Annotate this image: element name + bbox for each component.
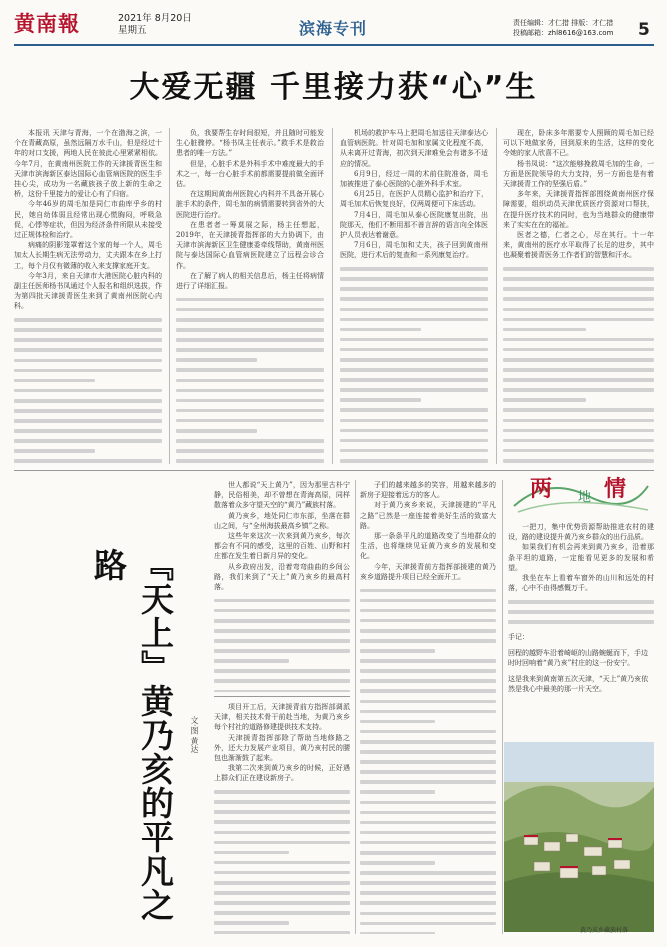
- email-line: 投稿邮箱：zhl8616@163.com: [513, 29, 614, 37]
- text-line: [176, 449, 324, 453]
- text-line: [360, 740, 496, 744]
- text-line: [503, 429, 654, 433]
- paragraph: 机场的救护车马上把周毛加送往天津泰达心血管病医院。针对周毛加和家属文化程度不高，从未离开过青海，初次到天津难免会有诸多不适应的情况。: [340, 129, 488, 168]
- issue-date: [118, 13, 192, 37]
- text-line: [14, 399, 162, 403]
- article1-headline: 大爱无疆 千里接力获“心”生: [129, 70, 538, 105]
- paragraph: 天津援青指挥部除了帮助当地修路之外，还大力发展产业项目，黄乃亥村民的腰包也渐渐鼓了起来。: [214, 733, 350, 763]
- editor-credits: [513, 18, 631, 38]
- paragraph: 一把刀，集中优势资源帮助推进农村的建设，路的建设提升黄乃亥乡群众的出行品质。: [508, 523, 654, 542]
- text-line: [214, 649, 350, 653]
- text-line: [503, 318, 654, 322]
- text-line: [214, 609, 350, 613]
- text-line: [360, 679, 496, 683]
- body-text-lines: [176, 298, 324, 464]
- text-line: [176, 409, 324, 413]
- text-line: [360, 770, 496, 774]
- text-line: [176, 328, 324, 332]
- text-line: [360, 720, 435, 724]
- text-line: [503, 368, 654, 372]
- date-text: 2021年 8月20日: [118, 13, 192, 24]
- text-line: [360, 599, 496, 603]
- text-line: [214, 800, 350, 804]
- text-line: [14, 348, 162, 352]
- text-line: [503, 398, 586, 402]
- text-line: [340, 267, 488, 271]
- text-line: [360, 790, 435, 794]
- text-line: [360, 912, 496, 916]
- text-line: [503, 459, 654, 463]
- text-line: [214, 690, 350, 692]
- text-line: [360, 710, 496, 714]
- paragraph: 今年3月，来自天津市大港医院心脏内科的副主任医师杨书凤通过个人报名和组织选拔，作为第四批天津援青医生来到了黄南州医院心内科。: [14, 271, 162, 311]
- paragraph: 那一条条平凡的道路改变了当地群众的生活，也将继续见证黄乃亥乡的发展和变化。: [360, 532, 496, 561]
- text-line: [503, 388, 654, 392]
- text-line: [360, 730, 496, 734]
- paragraph: 这些年来这次一次来到黄乃亥乡，每次都会有不同的感受，这里的百姓、山野和村庄都在发生着日新月异的变化。: [214, 532, 350, 561]
- paragraph: 病痛的阴影笼罩着这个家的每一个人，周毛加太人长期生病无法劳动力，丈夫跟本在乡上打工，每个月仅有微薄的收入来支撑家庭开支。: [14, 241, 162, 270]
- article1-column-4: [503, 128, 654, 464]
- text-line: [214, 790, 350, 794]
- text-line: [360, 669, 496, 673]
- column-divider: [355, 480, 356, 934]
- notes-paragraph: 这是我来到黄南第五次天津，“天上”黄乃亥依然是我心中最美的那一片天空。: [508, 674, 649, 693]
- text-line: [176, 308, 324, 312]
- text-line: [360, 589, 496, 593]
- text-line: [340, 429, 488, 433]
- body-text-lines: [360, 589, 496, 934]
- text-line: [340, 378, 488, 382]
- text-line: [340, 449, 488, 453]
- text-line: [360, 861, 435, 865]
- text-line: [214, 931, 350, 934]
- text-line: [340, 338, 488, 342]
- text-line: [176, 298, 324, 302]
- header-rule: [14, 44, 654, 46]
- text-line: [214, 639, 350, 643]
- paragraph: 黄乃亥乡，地处同仁市东部，坐落在群山之间，与“全州海拔最高乡镇”之称。: [214, 511, 350, 530]
- text-line: [214, 619, 350, 623]
- text-line: [176, 348, 324, 352]
- paragraph: 对于黄乃亥乡来说，天津援建的“平凡之路”已然是一座连接着美好生活的致富大路。: [360, 501, 496, 530]
- text-line: [340, 358, 488, 362]
- notes-heading: 手记：: [508, 633, 529, 641]
- text-line: [503, 287, 654, 291]
- author-notes: [508, 632, 654, 700]
- paragraph: 7月4日，周毛加从泰心医院康复出院，出院那天，他们不断用那不善言辞的语言向全体医护人员表达着谢意。: [340, 210, 488, 240]
- text-line: [340, 277, 488, 281]
- text-line: [14, 328, 162, 332]
- village-photo: [504, 742, 654, 932]
- weekday-text: 星期五: [118, 25, 147, 36]
- article2-column-2: [214, 702, 350, 934]
- text-line: [360, 811, 496, 815]
- text-line: [14, 409, 162, 413]
- article2-title: 『天上』黄乃亥的平凡之路: [89, 548, 175, 922]
- text-line: [503, 338, 654, 342]
- text-line: [360, 891, 496, 895]
- paragraph: 在了解了病人的相关信息后，杨主任将病情进行了详细汇报。: [176, 271, 324, 291]
- text-line: [340, 439, 488, 443]
- text-line: [340, 368, 488, 372]
- text-line: [340, 318, 488, 322]
- text-line: [14, 449, 95, 453]
- village-landscape-image: [504, 742, 654, 932]
- text-line: [360, 871, 496, 875]
- banner-char-right: 情: [604, 477, 627, 502]
- column-divider: [214, 696, 350, 697]
- paragraph: 在患者者一筹莫展之际，杨主任想起，2019年，在天津援青指挥部的大力协调下，由天津市滨海新区卫生健康委牵线帮助，黄南州医院与泰达国际心血管病医院建立了远程会诊合作。: [176, 220, 324, 270]
- text-line: [360, 750, 496, 754]
- paragraph: 世人都说“天上黄乃”，因为那里古朴宁静，民俗相美，却不曾想在青海高原，同样散落着众多守望天空的“黄乃”藏族村落。: [214, 481, 350, 510]
- text-line: [14, 389, 162, 393]
- text-line: [214, 820, 350, 824]
- text-line: [176, 459, 324, 463]
- paragraph: 今年46岁的周毛加是同仁市曲库乎乡的村民，她自幼体弱且经常出现心慌胸闷，呼吸急促，心悸等症状，但因为经济条件所限从未接受过正规体检和治疗。: [14, 200, 162, 240]
- text-line: [340, 419, 488, 423]
- text-line: [214, 881, 350, 885]
- text-line: [176, 318, 324, 322]
- body-text-lines: [508, 600, 654, 626]
- text-line: [503, 308, 654, 312]
- text-line: [503, 419, 654, 423]
- text-line: [360, 801, 496, 805]
- body-text-lines: [340, 267, 488, 464]
- text-line: [503, 358, 654, 362]
- paragraph: 现在，卧床多年需要专人照顾的周毛加已经可以下地做家务，回到原来的生活，这样的变化令她的家人欣喜不已。: [503, 129, 654, 158]
- text-line: [214, 871, 350, 875]
- text-line: [176, 358, 257, 362]
- column-divider: [169, 128, 170, 464]
- paragraph: 项目开工后，天津援青前方指挥部调派天津，相关技术骨干前赴当地，为黄乃亥乡每个村社的道路修建提供技术支持。: [214, 703, 350, 732]
- paragraph: 子们的越来越多的笑容，用越来越多的新房子迎接着远方的客人。: [360, 481, 496, 500]
- text-line: [503, 378, 654, 382]
- notes-paragraph: 回程的越野车沿着崎岖的山路蜿蜒而下，手边时时回响着“黄乃亥”村庄的这一份安宁。: [508, 648, 648, 667]
- text-line: [360, 700, 496, 704]
- paragraph: 如果我们有机会再来到黄乃亥乡，沿着那条平坦的道路，一定能看见更多的发展和希望。: [508, 543, 654, 572]
- text-line: [214, 659, 289, 663]
- text-line: [14, 459, 162, 463]
- text-line: [360, 901, 496, 905]
- text-line: [14, 419, 162, 423]
- text-line: [214, 901, 350, 905]
- text-line: [360, 841, 496, 845]
- editor-line: 责任编辑：才仁措 排版：才仁措: [513, 19, 614, 27]
- paragraph: 6月25日，在医护人员精心监护和治疗下，周毛加术后恢复良好，仅两周便可下床活动。: [340, 190, 488, 209]
- article1-column-2: [176, 128, 324, 464]
- text-line: [360, 659, 496, 663]
- article2-column-1: [214, 480, 350, 692]
- masthead: [0, 0, 667, 50]
- body-text-lines: [214, 599, 350, 692]
- text-line: [176, 338, 324, 342]
- text-line: [503, 449, 654, 453]
- paragraph: 我坐在车上看着车窗外的山川和远处的村落，心中不由得感慨万千。: [508, 574, 654, 593]
- text-line: [508, 600, 654, 604]
- body-text-lines: [214, 790, 350, 934]
- text-line: [360, 851, 496, 855]
- paragraph: 多年来，天津援青指挥部围绕黄南州医疗保障需要，组织动员天津优质医疗资源对口帮扶，在提升医疗技术的同时，也为当地群众的健康带来了实实在在的福祉。: [503, 190, 654, 229]
- text-line: [340, 459, 488, 463]
- paragraph: 但是，心脏手术是外科手术中难度最大的手术之一，每一台心脏手术前都需要提前做全面评估。: [176, 159, 324, 189]
- paragraph: 今年，天津援青前方指挥部援建的黄乃亥乡道路提升项目已经全面开工。: [360, 562, 496, 581]
- paragraph: 杨书凤说：“这次能够挽救周毛加的生命，一方面是医院领导的大力支持，另一方面也是有着天津援青工作的坚强后盾。”: [503, 159, 654, 189]
- text-line: [214, 841, 350, 845]
- text-line: [214, 669, 350, 673]
- body-text-lines: [14, 318, 162, 464]
- text-line: [340, 348, 488, 352]
- text-line: [176, 379, 324, 383]
- text-line: [14, 439, 162, 443]
- paragraph: 我第二次来到黄乃亥乡的时候，正好遇上群众们正在建设新房子。: [214, 764, 350, 783]
- text-line: [503, 277, 654, 281]
- text-line: [14, 379, 95, 383]
- text-line: [360, 689, 496, 693]
- text-line: [214, 921, 289, 925]
- newspaper-logo: 黄南報: [14, 12, 80, 36]
- text-line: [340, 328, 421, 332]
- paragraph: 7月6日，周毛加和丈夫，孩子回到黄南州医院，进行术后的复查和一系列康复治疗。: [340, 241, 488, 260]
- text-line: [360, 639, 496, 643]
- text-line: [176, 439, 324, 443]
- text-line: [340, 408, 488, 412]
- text-line: [360, 649, 435, 653]
- text-line: [176, 429, 257, 433]
- column-divider: [496, 128, 497, 464]
- text-line: [176, 399, 324, 403]
- paragraph: 本报讯 天津与青海，一个在渤海之滨，一个在青藏高原，虽然远隔万水千山，但是经过十年的对口支援，两地人民在彼此心里紧紧相依。今年7月，在黄南州医院工作的天津援青医生和天津市滨海新区泰达国际心血管病医院的医生手挂心尖，成功为一名藏族孩子放上新的生命之桥，这份千里接力的爱让心有了归宿。: [14, 129, 162, 199]
- paragraph: 负，我要帮生存时间很短，并且随时可能发生心脏骤停。“杨书凤主任表示。”救手术是救治患者的唯一方法。”: [176, 129, 324, 158]
- article2-author: 文·图 黄达: [190, 716, 199, 754]
- article2-column-3: [360, 480, 496, 934]
- text-line: [214, 851, 289, 855]
- text-line: [503, 439, 654, 443]
- text-line: [360, 780, 496, 784]
- text-line: [176, 419, 324, 423]
- two-lands-banner: [508, 466, 654, 516]
- text-line: [360, 629, 496, 633]
- text-line: [360, 821, 496, 825]
- text-line: [214, 861, 350, 865]
- text-line: [14, 338, 162, 342]
- photo-caption: 黄乃亥乡藏族村落: [580, 927, 629, 934]
- text-line: [214, 629, 350, 633]
- text-line: [14, 429, 162, 433]
- text-line: [214, 679, 350, 683]
- text-line: [176, 368, 324, 372]
- column-divider: [332, 128, 333, 464]
- text-line: [503, 297, 654, 301]
- page-number: 5: [638, 20, 650, 40]
- article2-column-4: [508, 522, 654, 626]
- banner-char-mid: 地: [578, 490, 592, 505]
- text-line: [360, 881, 496, 885]
- text-line: [340, 398, 421, 402]
- paragraph: 从乡政府出发，沿着弯弯曲曲的乡间公路，我们来到了“天上”黄乃亥乡的最高村落。: [214, 562, 350, 592]
- article1-column-1: [14, 128, 162, 464]
- text-line: [14, 359, 162, 363]
- column-divider: [502, 480, 503, 934]
- body-text-lines: [503, 267, 654, 464]
- text-line: [508, 610, 654, 614]
- text-line: [360, 932, 435, 934]
- paragraph: 在这期间黄南州医院心内科并不具备开展心脏手术的条件，周毛加的病情需要转到省外的大医院进行治疗。: [176, 190, 324, 219]
- text-line: [340, 388, 488, 392]
- text-line: [214, 831, 350, 835]
- section-title: 滨海专刊: [299, 19, 368, 38]
- text-line: [503, 328, 586, 332]
- text-line: [360, 922, 496, 926]
- text-line: [503, 348, 654, 352]
- text-line: [214, 891, 350, 895]
- text-line: [14, 318, 162, 322]
- text-line: [503, 267, 654, 271]
- paragraph: 医者之德，仁者之心，尽在其行。十一年来，黄南州的医疗水平取得了长足的进步，其中也凝聚着援青医务工作者们的智慧和汗水。: [503, 231, 654, 260]
- text-line: [340, 287, 488, 291]
- text-line: [214, 911, 350, 915]
- text-line: [340, 297, 488, 301]
- text-line: [176, 389, 324, 393]
- text-line: [340, 308, 488, 312]
- text-line: [508, 620, 654, 624]
- text-line: [360, 619, 496, 623]
- text-line: [14, 369, 162, 373]
- text-line: [503, 408, 654, 412]
- banner-char-left: 两: [530, 477, 553, 502]
- text-line: [214, 599, 350, 603]
- text-line: [360, 831, 496, 835]
- paragraph: 6月9日，经过一周的术前住院准备，周毛加被推进了泰心医院的心脏外科手术室。: [340, 169, 488, 189]
- text-line: [214, 810, 350, 814]
- text-line: [360, 609, 496, 613]
- article1-column-3: [340, 128, 488, 464]
- text-line: [360, 760, 496, 764]
